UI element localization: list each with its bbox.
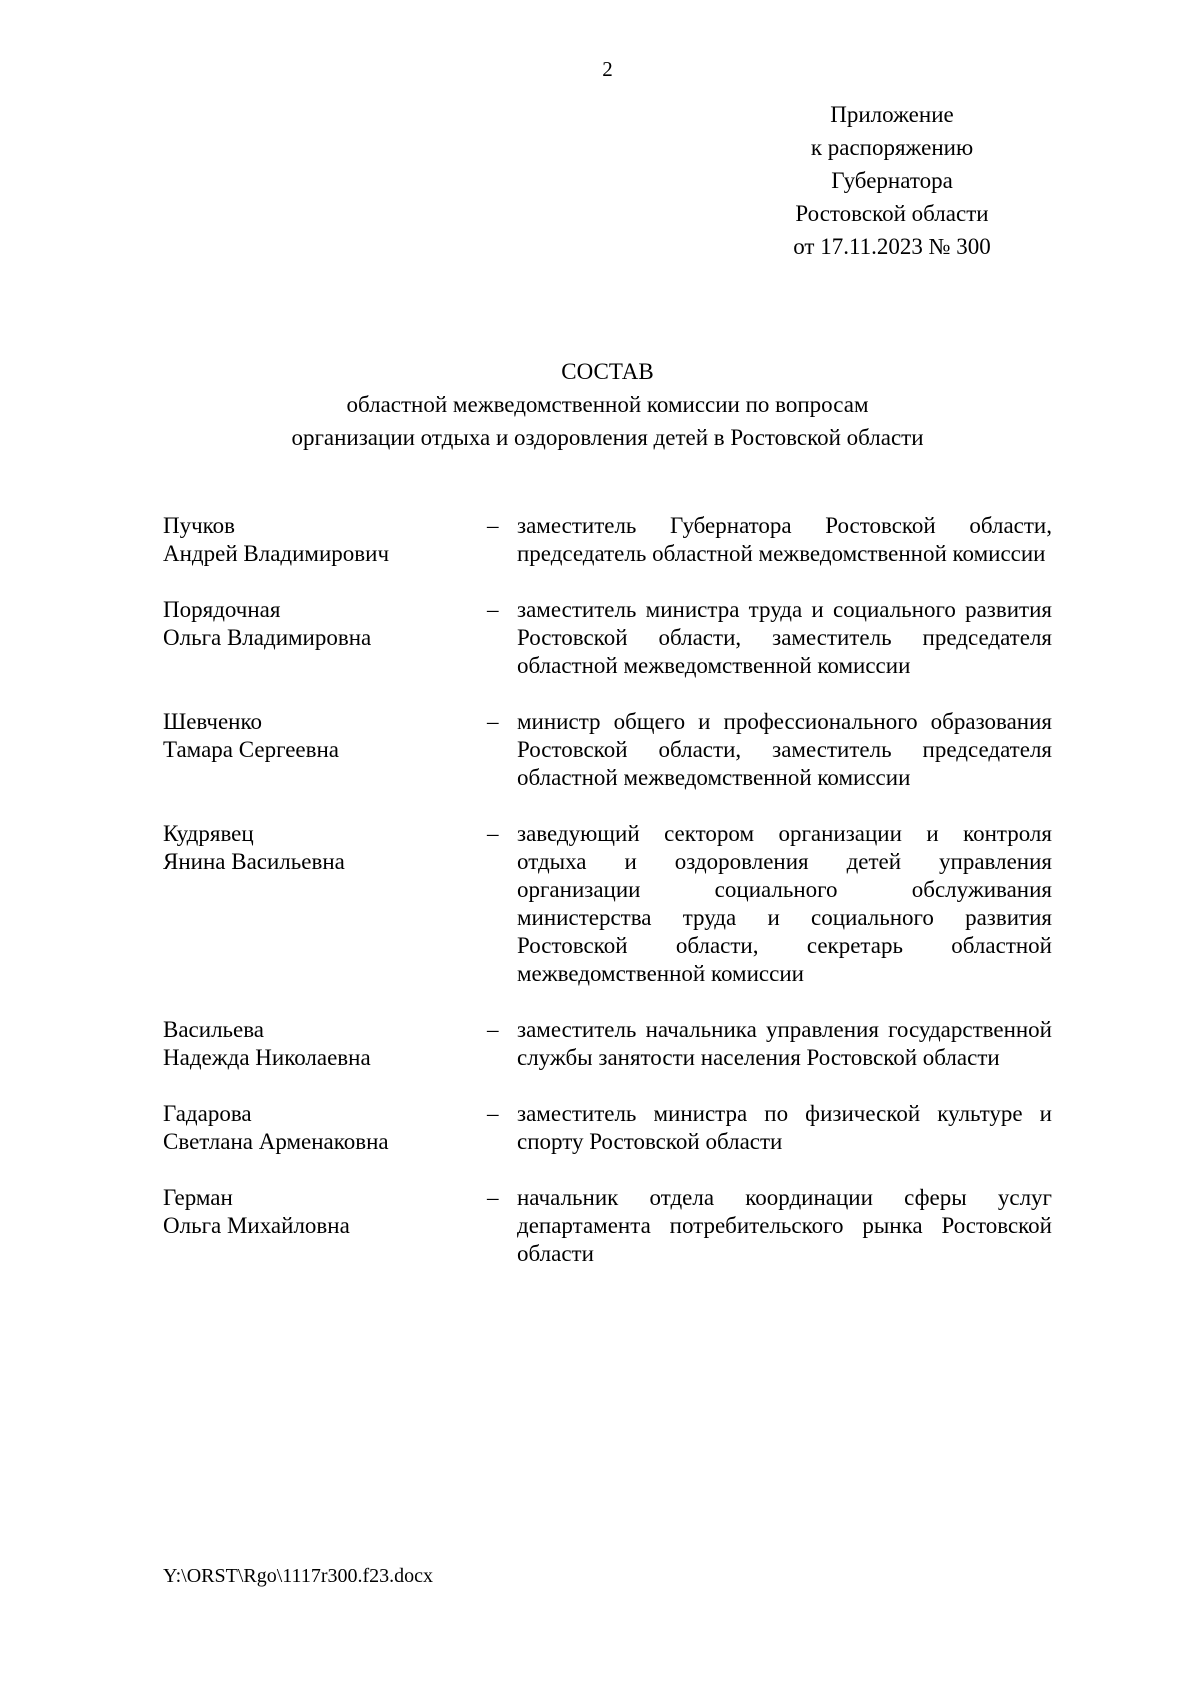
page-number: 2 [602,57,613,81]
member-surname: Порядочная [163,597,281,622]
member-surname: Шевченко [163,709,262,734]
member-name [163,512,487,568]
dash-separator: – [487,513,499,538]
member-given-name: Тамара Сергеевна [163,737,340,762]
member-role: заместитель начальника управления государственной службы занятости населения Ростовской области [517,1017,1052,1070]
member-row [163,1100,1052,1156]
dash-separator: – [487,1185,499,1210]
member-name [163,820,487,988]
appendix-header-line: от 17.11.2023 № 300 [793,234,991,259]
member-given-name: Ольга Михайловна [163,1213,350,1238]
member-given-name: Светлана Арменаковна [163,1129,389,1154]
member-given-name: Янина Васильевна [163,849,345,874]
member-row [163,512,1052,568]
member-role: министр общего и профессионального образования Ростовской области, заместитель председателя областной межведомственной комиссии [517,709,1052,790]
appendix-header-line: к распоряжению [810,135,974,160]
member-surname: Пучков [163,513,236,538]
document-subtitle-line: организации отдыха и оздоровления детей в Ростовской области [291,425,924,450]
member-role: начальник отдела координации сферы услуг департамента потребительского рынка Ростовской области [517,1185,1052,1266]
file-path: Y:\ORST\Rgo\1117r300.f23.docx [163,1565,434,1587]
member-role: заместитель министра труда и социального развития Ростовской области, заместитель председателя областной межведомственной комиссии [517,597,1052,678]
appendix-header-line: Губернатора [831,168,953,193]
member-role: заведующий сектором организации и контроля отдыха и оздоровления детей управления организации социального обслуживания министерства труда и социального развития Ростовской области, секретарь областной межведомственной комиссии [517,821,1052,986]
member-row [163,1016,1052,1072]
appendix-header-line: Ростовской области [795,201,989,226]
member-row [163,596,1052,680]
member-surname: Кудрявец [163,821,254,846]
member-given-name: Надежда Николаевна [163,1045,371,1070]
member-role: заместитель Губернатора Ростовской области, председатель областной межведомственной комиссии [517,513,1052,566]
dash-separator: – [487,821,499,846]
member-row [163,708,1052,792]
member-surname: Васильева [163,1017,265,1042]
appendix-header [772,98,1012,263]
member-given-name: Андрей Владимирович [163,541,390,566]
appendix-header-line: Приложение [830,102,954,127]
member-name [163,1016,487,1072]
member-surname: Гадарова [163,1101,252,1126]
member-row [163,820,1052,988]
title-block [163,355,1052,454]
document-title: СОСТАВ [561,359,654,384]
member-given-name: Ольга Владимировна [163,625,372,650]
member-name [163,1184,487,1268]
members-list [163,512,1052,1268]
dash-separator: – [487,1101,499,1126]
member-name [163,596,487,680]
document-subtitle-line: областной межведомственной комиссии по вопросам [346,392,869,417]
dash-separator: – [487,1017,499,1042]
member-surname: Герман [163,1185,233,1210]
member-name [163,1100,487,1156]
dash-separator: – [487,709,499,734]
member-role: заместитель министра по физической культуре и спорту Ростовской области [517,1101,1052,1154]
member-row [163,1184,1052,1268]
member-name [163,708,487,792]
dash-separator: – [487,597,499,622]
